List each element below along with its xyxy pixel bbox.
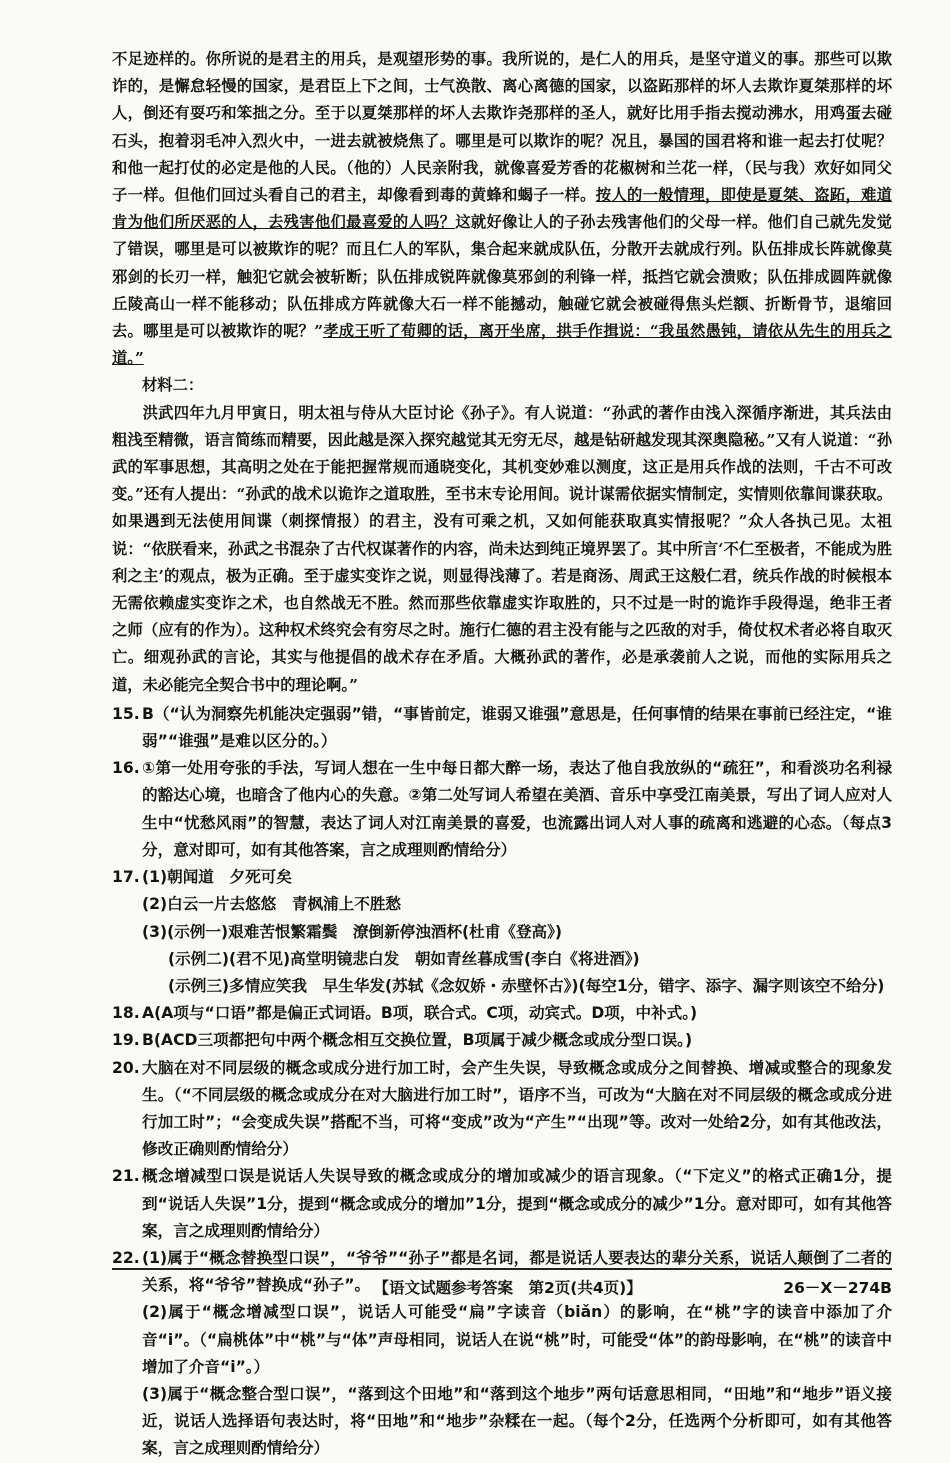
answer-body <box>142 1000 892 1027</box>
answer-line: (2)属于“概念增减型口误”，说话人可能受“扁”字读音（biǎn）的影响，在“桃”字的读音中添加了介音“i”。（“扁桃体”中“桃”与“体”声母相同，说话人在说“桃”时，可能受“体”的韵母影响，在“桃”的读音中增加了介音“i”。） <box>142 1303 892 1376</box>
answer-body <box>142 1163 892 1245</box>
answer-item <box>112 1163 892 1245</box>
footer-page-label: 【语文试题参考答案 第2页(共4页)】 <box>373 1279 642 1297</box>
answer-number: 21. <box>112 1167 140 1186</box>
answer-body <box>142 755 892 864</box>
answer-line: ①第一处用夸张的手法，写词人想在一生中每日都大醉一场，表达了他自我放纵的“疏狂”，和看淡功名利禄的豁达心境，也暗含了他内心的失意。②第二处写词人希望在美酒、音乐中享受江南美景，写出了词人应对人生中“忧愁风雨”的智慧，表达了词人对江南美景的喜爱，也流露出词人对人事的疏离和逃避的心态。（每点3分，意对即可，如有其他答案，言之成理则酌情给分） <box>142 759 892 859</box>
answer-number: 19. <box>112 1031 140 1050</box>
answer-number: 18. <box>112 1004 140 1023</box>
answer-line: 概念增减型口误是说话人失误导致的概念或成分的增加或减少的语言现象。（“下定义”的格式正确1分，提到“说话人失误”1分，提到“概念或成分的增加”1分，提到“概念或成分的减少”1分。意对即可，如有其他答案，言之成理则酌情给分） <box>142 1167 892 1240</box>
answer-line: A(A项与“口语”都是偏正式词语。B项，联合式。C项，动宾式。D项，中补式。) <box>142 1004 698 1023</box>
answer-body <box>142 1027 892 1054</box>
footer-code: 26－X－274B <box>783 1279 892 1297</box>
material2-heading: 材料二： <box>142 376 204 395</box>
answer-line: (3)属于“概念整合型口误”，“落到这个田地”和“落到这个地步”两句话意思相同，“田地”和“地步”语义接近，说话人选择语句表达时，将“田地”和“地步”杂糅在一起。（每个2分，任选两个分析即可，如有其他答案，言之成理则酌情给分） <box>142 1384 892 1458</box>
answer-line: (1)朝闻道 夕死可矣 <box>142 868 292 887</box>
material1-text: 不足迹样的。你所说的是君主的用兵，是观望形势的事。我所说的，是仁人的用兵，是坚守道义的事。那些可以欺诈的，是懈怠轻慢的国家，是君臣上下之间，士气涣散、离心离德的国家，以盗跖那样的坏人去欺诈夏桀那样的坏人，倒还有耍巧和笨拙之分。至于以夏桀那样的坏人去欺诈尧那样的圣人，就好比用手指去搅动沸水，用鸡蛋去碰石头，抱着羽毛冲入烈火中，一进去就被烧焦了。哪里是可以欺诈的呢？况且，暴国的国君将和谁一起去打仗呢？和他一起打仗的必定是他的人民。（他的）人民亲附我，就像喜爱芳香的花椒树和兰花一样，（民与我）欢好如同父子一样。但他们回过头看自己的君主，却像看到毒的黄蜂和蝎子一样。 <box>112 50 892 205</box>
answer-line: (示例二)(君不见)高堂明镜悲白发 朝如青丝暮成雪(李白《将进酒》) <box>168 949 640 968</box>
answer-body <box>142 701 892 755</box>
answer-line: (2)白云一片去悠悠 青枫浦上不胜愁 <box>142 895 402 914</box>
material1-underlined-end: 孝成王听了荀卿的话，离开坐席，拱手作揖说：“我虽然愚钝，请依从先生的用兵之道。” <box>112 322 892 368</box>
answer-number: 16. <box>112 759 140 778</box>
answer-body <box>142 864 892 1000</box>
answer-item <box>112 701 892 755</box>
answer-line: (1)属于“概念替换型口误”，“爷爷”“孙子”都是名词，都是说话人要表达的辈分关系，说话人颠倒了二者的关系，将“爷爷”替换成“孙子”。 <box>142 1248 892 1295</box>
answer-number: 17. <box>112 868 140 887</box>
answer-line: (3)(示例一)艰难苦恨繁霜鬓 潦倒新停浊酒杯(杜甫《登高》) <box>142 922 563 941</box>
material2-paragraph: 洪武四年九月甲寅日，明太祖与侍从大臣讨论《孙子》。有人说道：“孙武的著作由浅入深循序渐进，其兵法由粗浅至精微，语言简练而精要，因此越是深入探究越觉其无穷无尽，越是钻研越发现其深奥隐秘。”又有人说道：“孙武的军事思想，其高明之处在于能把握常规而通晓变化，其机变妙难以测度，这正是用兵作战的法则，千古不可改变。”还有人提出：“孙武的战术以诡诈之道取胜，至书末专论用间。说计谋需依据实情制定，实情则依靠间谍获取。如果遇到无法使用间谍（刺探情报）的君主，没有可乘之机，又如何能获取真实情报呢？”众人各执己见。太祖说：“依朕看来，孙武之书混杂了古代权谋著作的内容，尚未达到纯正境界罢了。其中所言‘不仁至极者，不能成为胜利之主’的观点，极为正确。至于虚实变诈之说，则显得浅薄了。若是商汤、周武王这般仁君，统兵作战的时候根本无需依赖虚实变诈之术，也自然战无不胜。然而那些依靠虚实诈取胜的，只不过是一时的诡诈手段得逞，绝非王者之师（应有的作为）。这种权术终究会有穷尽之时。施行仁德的君主没有能与之匹敌的对手，倚仗权术者必将自取灭亡。细观孙武的言论，其实与他提倡的战术存在矛盾。大概孙武的著作，必是承袭前人之说，而他的实际用兵之道，未必能完全契合书中的理论啊。” <box>112 403 892 694</box>
answer-line: B（“认为洞察先机能决定强弱”错，“事皆前定，谁弱又谁强”意思是，任何事情的结果在事前已经注定，“谁弱”“谁强”是难以区分的。） <box>142 704 892 751</box>
material1-paragraph <box>112 46 892 372</box>
answer-item <box>112 755 892 864</box>
answer-list <box>112 701 892 1463</box>
page-footer <box>112 1268 892 1298</box>
answer-item <box>112 1000 892 1027</box>
answer-line: 大脑在对不同层级的概念或成分进行加工时，会产生失误，导致概念或成分之间替换、增减或整合的现象发生。（“不同层级的概念或成分在对大脑进行加工时”，语序不当，可改为“大脑在对不同层级的概念或成分进行加工时”；“会变成失误”搭配不当，可将“变成”改为“产生”“出现”等。改对一处给2分，如有其他改法，修改正确则酌情给分） <box>142 1058 892 1159</box>
answer-line: (示例三)多情应笑我 早生华发(苏轼《念奴娇・赤壁怀古》)(每空1分，错字、添字、漏字则该空不给分) <box>168 976 885 995</box>
answer-item <box>112 1027 892 1054</box>
answer-body <box>142 1055 892 1164</box>
answer-item <box>112 1055 892 1164</box>
material1-continuation: 这就好像让人的子孙去残害他们的父母一样。他们自己就先发觉了错误，哪里是可以被欺诈的呢？而且仁人的军队，集合起来就成队伍，分散开去就成行列。队伍排成长阵就像莫邪剑的长刃一样，触犯它就会被斩断；队伍排成锐阵就像莫邪剑的利锋一样，抵挡它就会溃败；队伍排成圆阵就像丘陵高山一样不能移动；队伍排成方阵就像大石一样不能撼动，触碰它就会被碰得焦头烂额、折断骨节，退缩回去。哪里是可以被欺诈的呢？” <box>112 213 892 341</box>
answer-line: B(ACD三项都把句中两个概念相互交换位置，B项属于减少概念或成分型口误。) <box>142 1031 693 1050</box>
answer-item <box>112 864 892 1000</box>
answer-number: 20. <box>112 1058 140 1077</box>
material1-underlined-sentence: 按人的一般情理，即使是夏桀、盗跖，难道肯为他们所厌恶的人，去残害他们最喜爱的人吗？ <box>112 186 892 232</box>
answer-number: 22. <box>112 1248 140 1267</box>
answer-number: 15. <box>112 704 140 723</box>
